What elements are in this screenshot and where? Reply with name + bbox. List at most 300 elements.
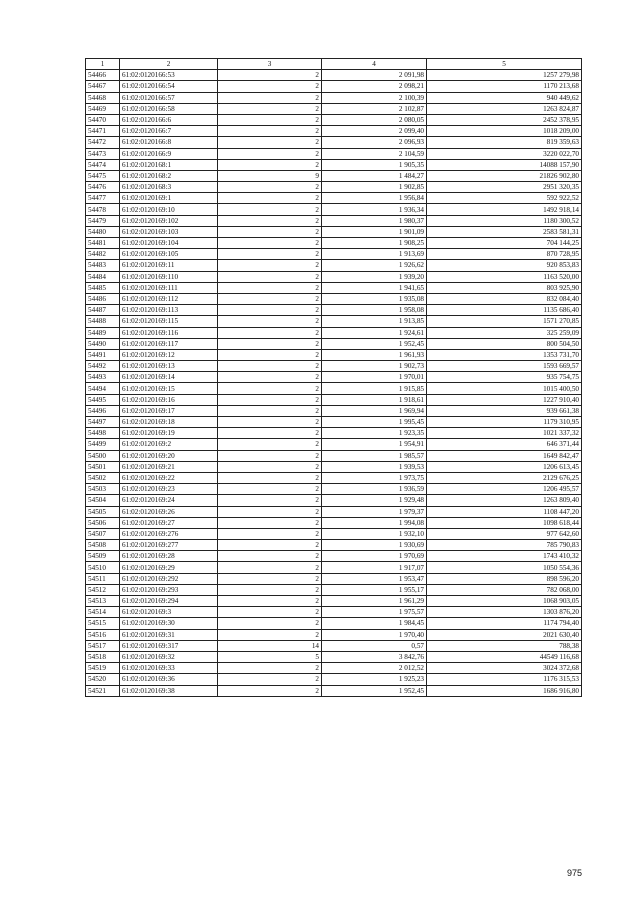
- row-number-cell: 54480: [86, 226, 120, 237]
- cadastral-number-cell: 61:02:0120169:102: [120, 215, 218, 226]
- value-cell: 1 956,84: [322, 193, 427, 204]
- cost-cell: 1018 209,00: [427, 126, 582, 137]
- row-number-cell: 54497: [86, 417, 120, 428]
- row-number-cell: 54488: [86, 316, 120, 327]
- value-cell: 1 970,01: [322, 372, 427, 383]
- row-number-cell: 54492: [86, 361, 120, 372]
- row-number-cell: 54467: [86, 81, 120, 92]
- cost-cell: 3220 022,70: [427, 148, 582, 159]
- row-number-cell: 54499: [86, 439, 120, 450]
- cadastral-number-cell: 61:02:0120169:15: [120, 383, 218, 394]
- category-cell: 2: [218, 92, 322, 103]
- cadastral-number-cell: 61:02:0120169:36: [120, 674, 218, 685]
- value-cell: 1 484,27: [322, 170, 427, 181]
- row-number-cell: 54518: [86, 651, 120, 662]
- cost-cell: 939 661,38: [427, 405, 582, 416]
- value-cell: 1 917,07: [322, 562, 427, 573]
- value-cell: 1 952,45: [322, 338, 427, 349]
- cadastral-number-cell: 61:02:0120169:10: [120, 204, 218, 215]
- row-number-cell: 54510: [86, 562, 120, 573]
- category-cell: 2: [218, 663, 322, 674]
- cost-cell: 1353 731,70: [427, 349, 582, 360]
- cadastral-number-cell: 61:02:0120166:53: [120, 70, 218, 81]
- row-number-cell: 54521: [86, 685, 120, 696]
- value-cell: 1 953,47: [322, 573, 427, 584]
- row-number-cell: 54494: [86, 383, 120, 394]
- row-number-cell: 54481: [86, 238, 120, 249]
- value-cell: 1 908,25: [322, 238, 427, 249]
- table-row: [86, 506, 582, 517]
- cost-cell: 325 259,09: [427, 327, 582, 338]
- table-row: [86, 126, 582, 137]
- cadastral-number-cell: 61:02:0120169:1: [120, 193, 218, 204]
- value-cell: 1 902,85: [322, 182, 427, 193]
- category-cell: 2: [218, 159, 322, 170]
- cadastral-number-cell: 61:02:0120166:57: [120, 92, 218, 103]
- category-cell: 2: [218, 405, 322, 416]
- row-number-cell: 54469: [86, 103, 120, 114]
- category-cell: 2: [218, 629, 322, 640]
- table-row: [86, 663, 582, 674]
- row-number-cell: 54471: [86, 126, 120, 137]
- row-number-cell: 54489: [86, 327, 120, 338]
- cadastral-number-cell: 61:02:0120169:26: [120, 506, 218, 517]
- cost-cell: 3024 372,68: [427, 663, 582, 674]
- category-cell: 2: [218, 293, 322, 304]
- cost-cell: 1743 410,32: [427, 551, 582, 562]
- value-cell: 1 952,45: [322, 685, 427, 696]
- category-cell: 2: [218, 361, 322, 372]
- table-row: [86, 271, 582, 282]
- cost-cell: 1257 279,98: [427, 70, 582, 81]
- value-cell: 1 969,94: [322, 405, 427, 416]
- row-number-cell: 54495: [86, 394, 120, 405]
- cost-cell: 935 754,75: [427, 372, 582, 383]
- row-number-cell: 54517: [86, 640, 120, 651]
- cadastral-number-cell: 61:02:0120169:3: [120, 607, 218, 618]
- row-number-cell: 54503: [86, 484, 120, 495]
- cadastral-number-cell: 61:02:0120169:317: [120, 640, 218, 651]
- cost-cell: 2021 630,40: [427, 629, 582, 640]
- table-row: [86, 316, 582, 327]
- row-number-cell: 54513: [86, 596, 120, 607]
- cadastral-number-cell: 61:02:0120169:294: [120, 596, 218, 607]
- row-number-cell: 54501: [86, 461, 120, 472]
- row-number-cell: 54519: [86, 663, 120, 674]
- cost-cell: 1108 447,20: [427, 506, 582, 517]
- row-number-cell: 54490: [86, 338, 120, 349]
- column-header: 1: [86, 59, 120, 70]
- cost-cell: 1135 686,40: [427, 305, 582, 316]
- cost-cell: 1180 300,52: [427, 215, 582, 226]
- cadastral-number-cell: 61:02:0120169:28: [120, 551, 218, 562]
- category-cell: 2: [218, 338, 322, 349]
- value-cell: 1 954,91: [322, 439, 427, 450]
- cost-cell: 1649 842,47: [427, 450, 582, 461]
- cost-cell: 1571 270,85: [427, 316, 582, 327]
- table-body: [86, 70, 582, 697]
- cost-cell: 1068 903,05: [427, 596, 582, 607]
- value-cell: 1 905,35: [322, 159, 427, 170]
- table-row: [86, 182, 582, 193]
- cost-cell: 1593 669,57: [427, 361, 582, 372]
- table-row: [86, 584, 582, 595]
- page-number: 975: [567, 868, 583, 878]
- category-cell: 5: [218, 651, 322, 662]
- category-cell: 2: [218, 685, 322, 696]
- table-row: [86, 293, 582, 304]
- cadastral-number-cell: 61:02:0120169:103: [120, 226, 218, 237]
- table-row: [86, 607, 582, 618]
- category-cell: 9: [218, 170, 322, 181]
- table-row: [86, 618, 582, 629]
- cost-cell: 782 068,00: [427, 584, 582, 595]
- table-row: [86, 170, 582, 181]
- value-cell: 0,57: [322, 640, 427, 651]
- category-cell: 2: [218, 584, 322, 595]
- value-cell: 1 918,61: [322, 394, 427, 405]
- cadastral-number-cell: 61:02:0120169:32: [120, 651, 218, 662]
- category-cell: 2: [218, 238, 322, 249]
- table-row: [86, 338, 582, 349]
- category-cell: 2: [218, 495, 322, 506]
- row-number-cell: 54485: [86, 282, 120, 293]
- row-number-cell: 54493: [86, 372, 120, 383]
- row-number-cell: 54491: [86, 349, 120, 360]
- row-number-cell: 54498: [86, 428, 120, 439]
- row-number-cell: 54515: [86, 618, 120, 629]
- cost-cell: 1098 618,44: [427, 517, 582, 528]
- value-cell: 1 970,40: [322, 629, 427, 640]
- table-row: [86, 215, 582, 226]
- cadastral-number-cell: 61:02:0120169:110: [120, 271, 218, 282]
- cost-cell: 2129 676,25: [427, 472, 582, 483]
- cost-cell: 785 790,83: [427, 540, 582, 551]
- category-cell: 2: [218, 215, 322, 226]
- value-cell: 1 979,37: [322, 506, 427, 517]
- value-cell: 2 098,21: [322, 81, 427, 92]
- cost-cell: 1227 910,40: [427, 394, 582, 405]
- cost-cell: 1179 310,95: [427, 417, 582, 428]
- category-cell: 2: [218, 126, 322, 137]
- cost-cell: 2951 320,35: [427, 182, 582, 193]
- category-cell: 2: [218, 674, 322, 685]
- table-row: [86, 92, 582, 103]
- cadastral-number-cell: 61:02:0120168:1: [120, 159, 218, 170]
- cost-cell: 803 925,90: [427, 282, 582, 293]
- cost-cell: 1303 876,20: [427, 607, 582, 618]
- category-cell: 2: [218, 484, 322, 495]
- cadastral-number-cell: 61:02:0120169:293: [120, 584, 218, 595]
- cadastral-number-cell: 61:02:0120169:23: [120, 484, 218, 495]
- cost-cell: 1686 916,80: [427, 685, 582, 696]
- value-cell: 1 913,69: [322, 249, 427, 260]
- data-table: [85, 58, 582, 697]
- cadastral-number-cell: 61:02:0120168:3: [120, 182, 218, 193]
- cadastral-number-cell: 61:02:0120166:9: [120, 148, 218, 159]
- cadastral-number-cell: 61:02:0120169:115: [120, 316, 218, 327]
- value-cell: 1 925,23: [322, 674, 427, 685]
- cost-cell: 21826 902,80: [427, 170, 582, 181]
- row-number-cell: 54502: [86, 472, 120, 483]
- row-number-cell: 54514: [86, 607, 120, 618]
- cadastral-number-cell: 61:02:0120169:31: [120, 629, 218, 640]
- cost-cell: 800 504,50: [427, 338, 582, 349]
- table-row: [86, 495, 582, 506]
- row-number-cell: 54473: [86, 148, 120, 159]
- value-cell: 1 932,10: [322, 528, 427, 539]
- value-cell: 1 939,20: [322, 271, 427, 282]
- cost-cell: 1176 315,53: [427, 674, 582, 685]
- table-row: [86, 383, 582, 394]
- cadastral-number-cell: 61:02:0120169:20: [120, 450, 218, 461]
- cost-cell: 940 449,62: [427, 92, 582, 103]
- category-cell: 2: [218, 428, 322, 439]
- cadastral-number-cell: 61:02:0120169:13: [120, 361, 218, 372]
- cadastral-number-cell: 61:02:0120168:2: [120, 170, 218, 181]
- cadastral-number-cell: 61:02:0120169:27: [120, 517, 218, 528]
- row-number-cell: 54496: [86, 405, 120, 416]
- category-cell: 2: [218, 103, 322, 114]
- cadastral-number-cell: 61:02:0120169:277: [120, 540, 218, 551]
- cost-cell: 1492 918,14: [427, 204, 582, 215]
- cost-cell: 592 922,52: [427, 193, 582, 204]
- category-cell: 2: [218, 70, 322, 81]
- category-cell: 2: [218, 506, 322, 517]
- cost-cell: 1163 520,00: [427, 271, 582, 282]
- cost-cell: 1050 554,36: [427, 562, 582, 573]
- category-cell: 2: [218, 607, 322, 618]
- cadastral-number-cell: 61:02:0120166:7: [120, 126, 218, 137]
- column-header: 4: [322, 59, 427, 70]
- cadastral-number-cell: 61:02:0120169:21: [120, 461, 218, 472]
- cost-cell: 2452 378,95: [427, 114, 582, 125]
- column-header: 5: [427, 59, 582, 70]
- category-cell: 2: [218, 417, 322, 428]
- category-cell: 2: [218, 204, 322, 215]
- row-number-cell: 54520: [86, 674, 120, 685]
- category-cell: 2: [218, 327, 322, 338]
- row-number-cell: 54474: [86, 159, 120, 170]
- table-row: [86, 417, 582, 428]
- category-cell: 2: [218, 349, 322, 360]
- cost-cell: 819 359,63: [427, 137, 582, 148]
- category-cell: 2: [218, 540, 322, 551]
- row-number-cell: 54504: [86, 495, 120, 506]
- table-row: [86, 226, 582, 237]
- cost-cell: 1263 809,40: [427, 495, 582, 506]
- row-number-cell: 54478: [86, 204, 120, 215]
- category-cell: 2: [218, 182, 322, 193]
- row-number-cell: 54470: [86, 114, 120, 125]
- category-cell: 2: [218, 271, 322, 282]
- column-header: 3: [218, 59, 322, 70]
- category-cell: 2: [218, 316, 322, 327]
- table-row: [86, 629, 582, 640]
- row-number-cell: 54507: [86, 528, 120, 539]
- value-cell: 1 929,48: [322, 495, 427, 506]
- row-number-cell: 54512: [86, 584, 120, 595]
- table-row: [86, 193, 582, 204]
- value-cell: 1 930,69: [322, 540, 427, 551]
- cadastral-number-cell: 61:02:0120169:17: [120, 405, 218, 416]
- cost-cell: 977 642,60: [427, 528, 582, 539]
- row-number-cell: 54484: [86, 271, 120, 282]
- category-cell: 2: [218, 383, 322, 394]
- cadastral-number-cell: 61:02:0120169:18: [120, 417, 218, 428]
- table-row: [86, 103, 582, 114]
- table-row: [86, 260, 582, 271]
- value-cell: 2 099,40: [322, 126, 427, 137]
- row-number-cell: 54477: [86, 193, 120, 204]
- value-cell: 1 980,37: [322, 215, 427, 226]
- cost-cell: 788,38: [427, 640, 582, 651]
- value-cell: 1 926,62: [322, 260, 427, 271]
- category-cell: 2: [218, 249, 322, 260]
- category-cell: 14: [218, 640, 322, 651]
- value-cell: 1 913,85: [322, 316, 427, 327]
- row-number-cell: 54487: [86, 305, 120, 316]
- table-row: [86, 137, 582, 148]
- category-cell: 2: [218, 305, 322, 316]
- cadastral-number-cell: 61:02:0120169:105: [120, 249, 218, 260]
- category-cell: 2: [218, 472, 322, 483]
- table-row: [86, 461, 582, 472]
- table-row: [86, 81, 582, 92]
- value-cell: 1 902,73: [322, 361, 427, 372]
- category-cell: 2: [218, 562, 322, 573]
- cost-cell: 1263 824,87: [427, 103, 582, 114]
- category-cell: 2: [218, 450, 322, 461]
- cost-cell: 1206 613,45: [427, 461, 582, 472]
- table-row: [86, 148, 582, 159]
- table-row: [86, 405, 582, 416]
- value-cell: 2 091,98: [322, 70, 427, 81]
- value-cell: 1 941,65: [322, 282, 427, 293]
- value-cell: 1 973,75: [322, 472, 427, 483]
- value-cell: 1 985,57: [322, 450, 427, 461]
- category-cell: 2: [218, 81, 322, 92]
- value-cell: 1 924,61: [322, 327, 427, 338]
- cost-cell: 920 853,83: [427, 260, 582, 271]
- value-cell: 1 923,35: [322, 428, 427, 439]
- category-cell: 2: [218, 461, 322, 472]
- category-cell: 2: [218, 137, 322, 148]
- category-cell: 2: [218, 372, 322, 383]
- value-cell: 1 994,08: [322, 517, 427, 528]
- table-row: [86, 372, 582, 383]
- category-cell: 2: [218, 618, 322, 629]
- cadastral-number-cell: 61:02:0120169:2: [120, 439, 218, 450]
- cost-cell: 1170 213,68: [427, 81, 582, 92]
- row-number-cell: 54468: [86, 92, 120, 103]
- cost-cell: 44549 116,68: [427, 651, 582, 662]
- table-header-row: [86, 59, 582, 70]
- table-row: [86, 651, 582, 662]
- row-number-cell: 54508: [86, 540, 120, 551]
- table-row: [86, 484, 582, 495]
- cadastral-number-cell: 61:02:0120169:30: [120, 618, 218, 629]
- cadastral-number-cell: 61:02:0120169:292: [120, 573, 218, 584]
- cost-cell: 2583 581,31: [427, 226, 582, 237]
- table-row: [86, 551, 582, 562]
- cadastral-number-cell: 61:02:0120169:29: [120, 562, 218, 573]
- cadastral-number-cell: 61:02:0120166:8: [120, 137, 218, 148]
- cadastral-number-cell: 61:02:0120166:6: [120, 114, 218, 125]
- cadastral-number-cell: 61:02:0120166:58: [120, 103, 218, 114]
- cadastral-number-cell: 61:02:0120166:54: [120, 81, 218, 92]
- value-cell: 1 961,29: [322, 596, 427, 607]
- cost-cell: 646 371,44: [427, 439, 582, 450]
- table-row: [86, 674, 582, 685]
- row-number-cell: 54486: [86, 293, 120, 304]
- row-number-cell: 54475: [86, 170, 120, 181]
- cost-cell: 1021 337,32: [427, 428, 582, 439]
- cadastral-number-cell: 61:02:0120169:276: [120, 528, 218, 539]
- table-row: [86, 428, 582, 439]
- table-row: [86, 349, 582, 360]
- table-row: [86, 70, 582, 81]
- table-row: [86, 562, 582, 573]
- row-number-cell: 54516: [86, 629, 120, 640]
- table-row: [86, 282, 582, 293]
- cadastral-number-cell: 61:02:0120169:104: [120, 238, 218, 249]
- table-row: [86, 114, 582, 125]
- cadastral-number-cell: 61:02:0120169:113: [120, 305, 218, 316]
- row-number-cell: 54472: [86, 137, 120, 148]
- table-row: [86, 528, 582, 539]
- table-row: [86, 394, 582, 405]
- cadastral-number-cell: 61:02:0120169:14: [120, 372, 218, 383]
- table-row: [86, 517, 582, 528]
- value-cell: 2 100,39: [322, 92, 427, 103]
- table-row: [86, 685, 582, 696]
- table-row: [86, 573, 582, 584]
- category-cell: 2: [218, 114, 322, 125]
- cadastral-number-cell: 61:02:0120169:11: [120, 260, 218, 271]
- row-number-cell: 54511: [86, 573, 120, 584]
- row-number-cell: 54500: [86, 450, 120, 461]
- cost-cell: 898 596,20: [427, 573, 582, 584]
- cost-cell: 1206 495,57: [427, 484, 582, 495]
- table-row: [86, 439, 582, 450]
- cadastral-number-cell: 61:02:0120169:22: [120, 472, 218, 483]
- value-cell: 1 995,45: [322, 417, 427, 428]
- value-cell: 1 961,93: [322, 349, 427, 360]
- value-cell: 1 935,08: [322, 293, 427, 304]
- value-cell: 1 955,17: [322, 584, 427, 595]
- cadastral-number-cell: 61:02:0120169:33: [120, 663, 218, 674]
- cadastral-number-cell: 61:02:0120169:19: [120, 428, 218, 439]
- cost-cell: 1174 794,40: [427, 618, 582, 629]
- table-row: [86, 596, 582, 607]
- value-cell: 1 901,09: [322, 226, 427, 237]
- row-number-cell: 54509: [86, 551, 120, 562]
- row-number-cell: 54505: [86, 506, 120, 517]
- table-row: [86, 327, 582, 338]
- table-row: [86, 361, 582, 372]
- cost-cell: 704 144,25: [427, 238, 582, 249]
- value-cell: 2 096,93: [322, 137, 427, 148]
- value-cell: 1 984,45: [322, 618, 427, 629]
- cadastral-number-cell: 61:02:0120169:24: [120, 495, 218, 506]
- cadastral-number-cell: 61:02:0120169:12: [120, 349, 218, 360]
- value-cell: 1 970,69: [322, 551, 427, 562]
- row-number-cell: 54482: [86, 249, 120, 260]
- category-cell: 2: [218, 394, 322, 405]
- table-row: [86, 540, 582, 551]
- cadastral-number-cell: 61:02:0120169:16: [120, 394, 218, 405]
